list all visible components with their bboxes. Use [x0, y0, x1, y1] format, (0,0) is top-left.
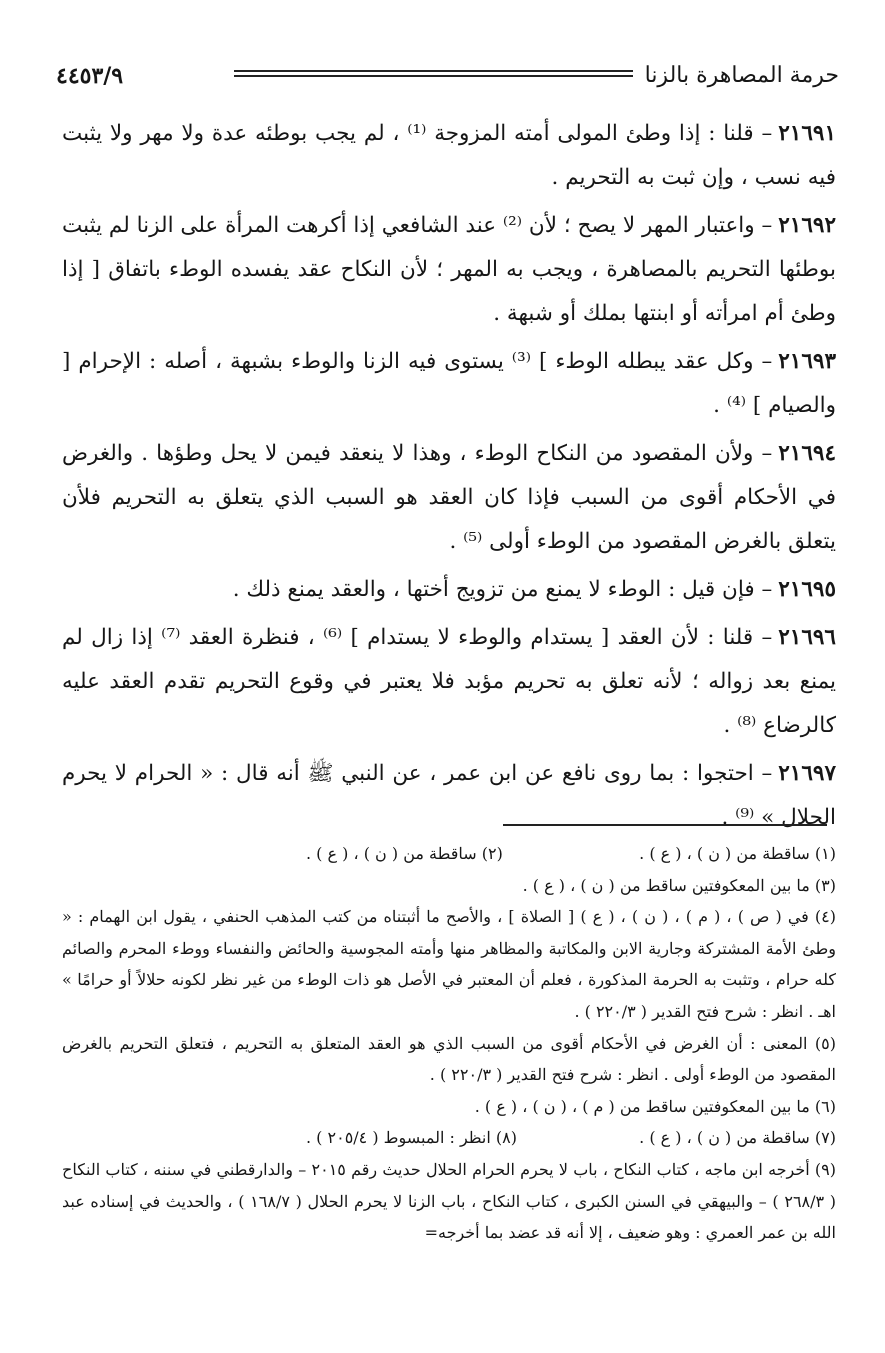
footnote: (٣) ما بين المعكوفتين ساقط من ( ن ) ، ( ع ) . [522, 875, 836, 895]
paragraph-text: – قلنا : لأن العقد [ يستدام والوطء لا يستدام ] ⁽⁶⁾ ، فنظرة العقد ⁽⁷⁾ إذا زال لم يمنع بعد زواله ؛ لأنه تعلق به تحريم مؤبد فلا يعتبر في وقوع التحريم تقدم العقد عليه كالرضاع ⁽⁸⁾ . [62, 625, 836, 738]
footnote: (٤) في ( ص ) ، ( م ) ، ( ن ) ، ( ع ) [ الصلاة ] ، والأصح ما أثبتناه من كتب المذهب الحنفي ، يقول ابن الهمام : « وطئ الأمة المشتركة وجارية الابن والمكاتبة والمظاهر منها وأمته المجوسية والحائض والنفساء ووطء المحرم والصائم كله حرام ، وتثبت به الحرمة المذكورة ، فعلم أن المعتبر في الأصل هو ذات الوطء من غير نظر لكونه حلالاً أو حرامًا » اهـ . انظر : شرح فتح القدير ( ٢٢٠/٣ ) . [62, 907, 837, 1021]
main-text [62, 112, 836, 844]
paragraph-number: ٢١٦٩٦ [778, 625, 836, 650]
paragraph [62, 432, 836, 564]
paragraph-number: ٢١٦٩٥ [778, 577, 836, 602]
paragraph-number: ٢١٦٩٤ [778, 441, 836, 466]
header-rule [234, 70, 633, 77]
paragraph [62, 568, 836, 612]
paragraph-text: – قلنا : إذا وطئ المولى أمته المزوجة ⁽¹⁾ ، لم يجب بوطئه عدة ولا مهر ولا يثبت فيه نسب ، وإن ثبت به التحريم . [62, 121, 836, 190]
paragraph-number: ٢١٦٩٣ [778, 349, 836, 374]
footnote-row [306, 838, 836, 870]
paragraph-text: – احتجوا : بما روى نافع عن ابن عمر ، عن النبي ﷺ أنه قال : « الحرام لا يحرم الحلال » ⁽⁹⁾ . [62, 761, 836, 830]
footnote: (٦) ما بين المعكوفتين ساقط من ( م ) ، ( ن ) ، ( ع ) . [474, 1096, 836, 1116]
paragraph-text: – واعتبار المهر لا يصح ؛ لأن ⁽²⁾ عند الشافعي إذا أكرهت المرأة على الزنا لم يثبت بوطئها التحريم بالمصاهرة ، ويجب به المهر ؛ لأن النكاح عقد يفسده الوطء باتفاق [ إذا وطئ أم امرأته أو ابنتها بملك أو شبهة . [62, 213, 836, 326]
paragraph [62, 616, 836, 748]
paragraph-number: ٢١٦٩٢ [778, 213, 836, 238]
paragraph [62, 752, 836, 840]
paragraph [62, 204, 836, 336]
running-title: حرمة المصاهرة بالزنا [644, 63, 839, 88]
footnote-row [306, 1122, 836, 1154]
footnote: (٨) انظر : المبسوط ( ٢٠٥/٤ ) . [306, 1128, 517, 1148]
footnote: (٢) ساقطة من ( ن ) ، ( ع ) . [306, 844, 503, 863]
paragraph-text: – فإن قيل : الوطء لا يمنع من تزويج أختها ، والعقد يمنع ذلك . [232, 577, 773, 602]
paragraph-number: ٢١٦٩١ [778, 121, 836, 146]
paragraph-text: – ولأن المقصود من النكاح الوطء ، وهذا لا ينعقد فيمن لا يحل وطؤها . والغرض في الأحكام أقوى من السبب فإذا كان العقد هو السبب الذي يتعلق به التحريم فلأن يتعلق بالغرض المقصود من الوطء أولى ⁽⁵⁾ . [62, 441, 837, 554]
paragraph-number: ٢١٦٩٧ [778, 761, 836, 786]
page-number: ٤٤٥٣/٩ [56, 63, 124, 89]
page-header [56, 56, 839, 100]
paragraph [62, 112, 836, 200]
footnote: (١) ساقطة من ( ن ) ، ( ع ) . [639, 844, 836, 863]
footnote-separator [503, 824, 827, 826]
paragraph [62, 340, 836, 428]
paragraph-text: – وكل عقد يبطله الوطء ] ⁽³⁾ يستوى فيه الزنا والوطء بشبهة ، أصله : الإحرام [ والصيام ] ⁽⁴⁾ . [62, 349, 836, 418]
footnote: (٩) أخرجه ابن ماجه ، كتاب النكاح ، باب لا يحرم الحرام الحلال حديث رقم ٢٠١٥ – والدارقطني في سننه ، كتاب النكاح ( ٢٦٨/٣ ) – والبيهقي في السنن الكبرى ، كتاب النكاح ، باب الزنا لا يحرم الحلال ( ١٦٨/٧ ) ، والحديث في إسناده عبد الله بن عمر العمري : وهو ضعيف ، إلا أنه قد عضد بما أخرجه= [62, 1159, 837, 1243]
footnotes [62, 838, 836, 1249]
footnote: (٧) ساقطة من ( ن ) ، ( ع ) . [639, 1128, 836, 1148]
footnote: (٥) المعنى : أن الغرض في الأحكام أقوى من السبب الذي هو العقد المتعلق به التحريم ، فتعلق التحريم بالغرض المقصود من الوطء أولى . انظر : شرح فتح القدير ( ٢٢٠/٣ ) . [62, 1033, 836, 1085]
